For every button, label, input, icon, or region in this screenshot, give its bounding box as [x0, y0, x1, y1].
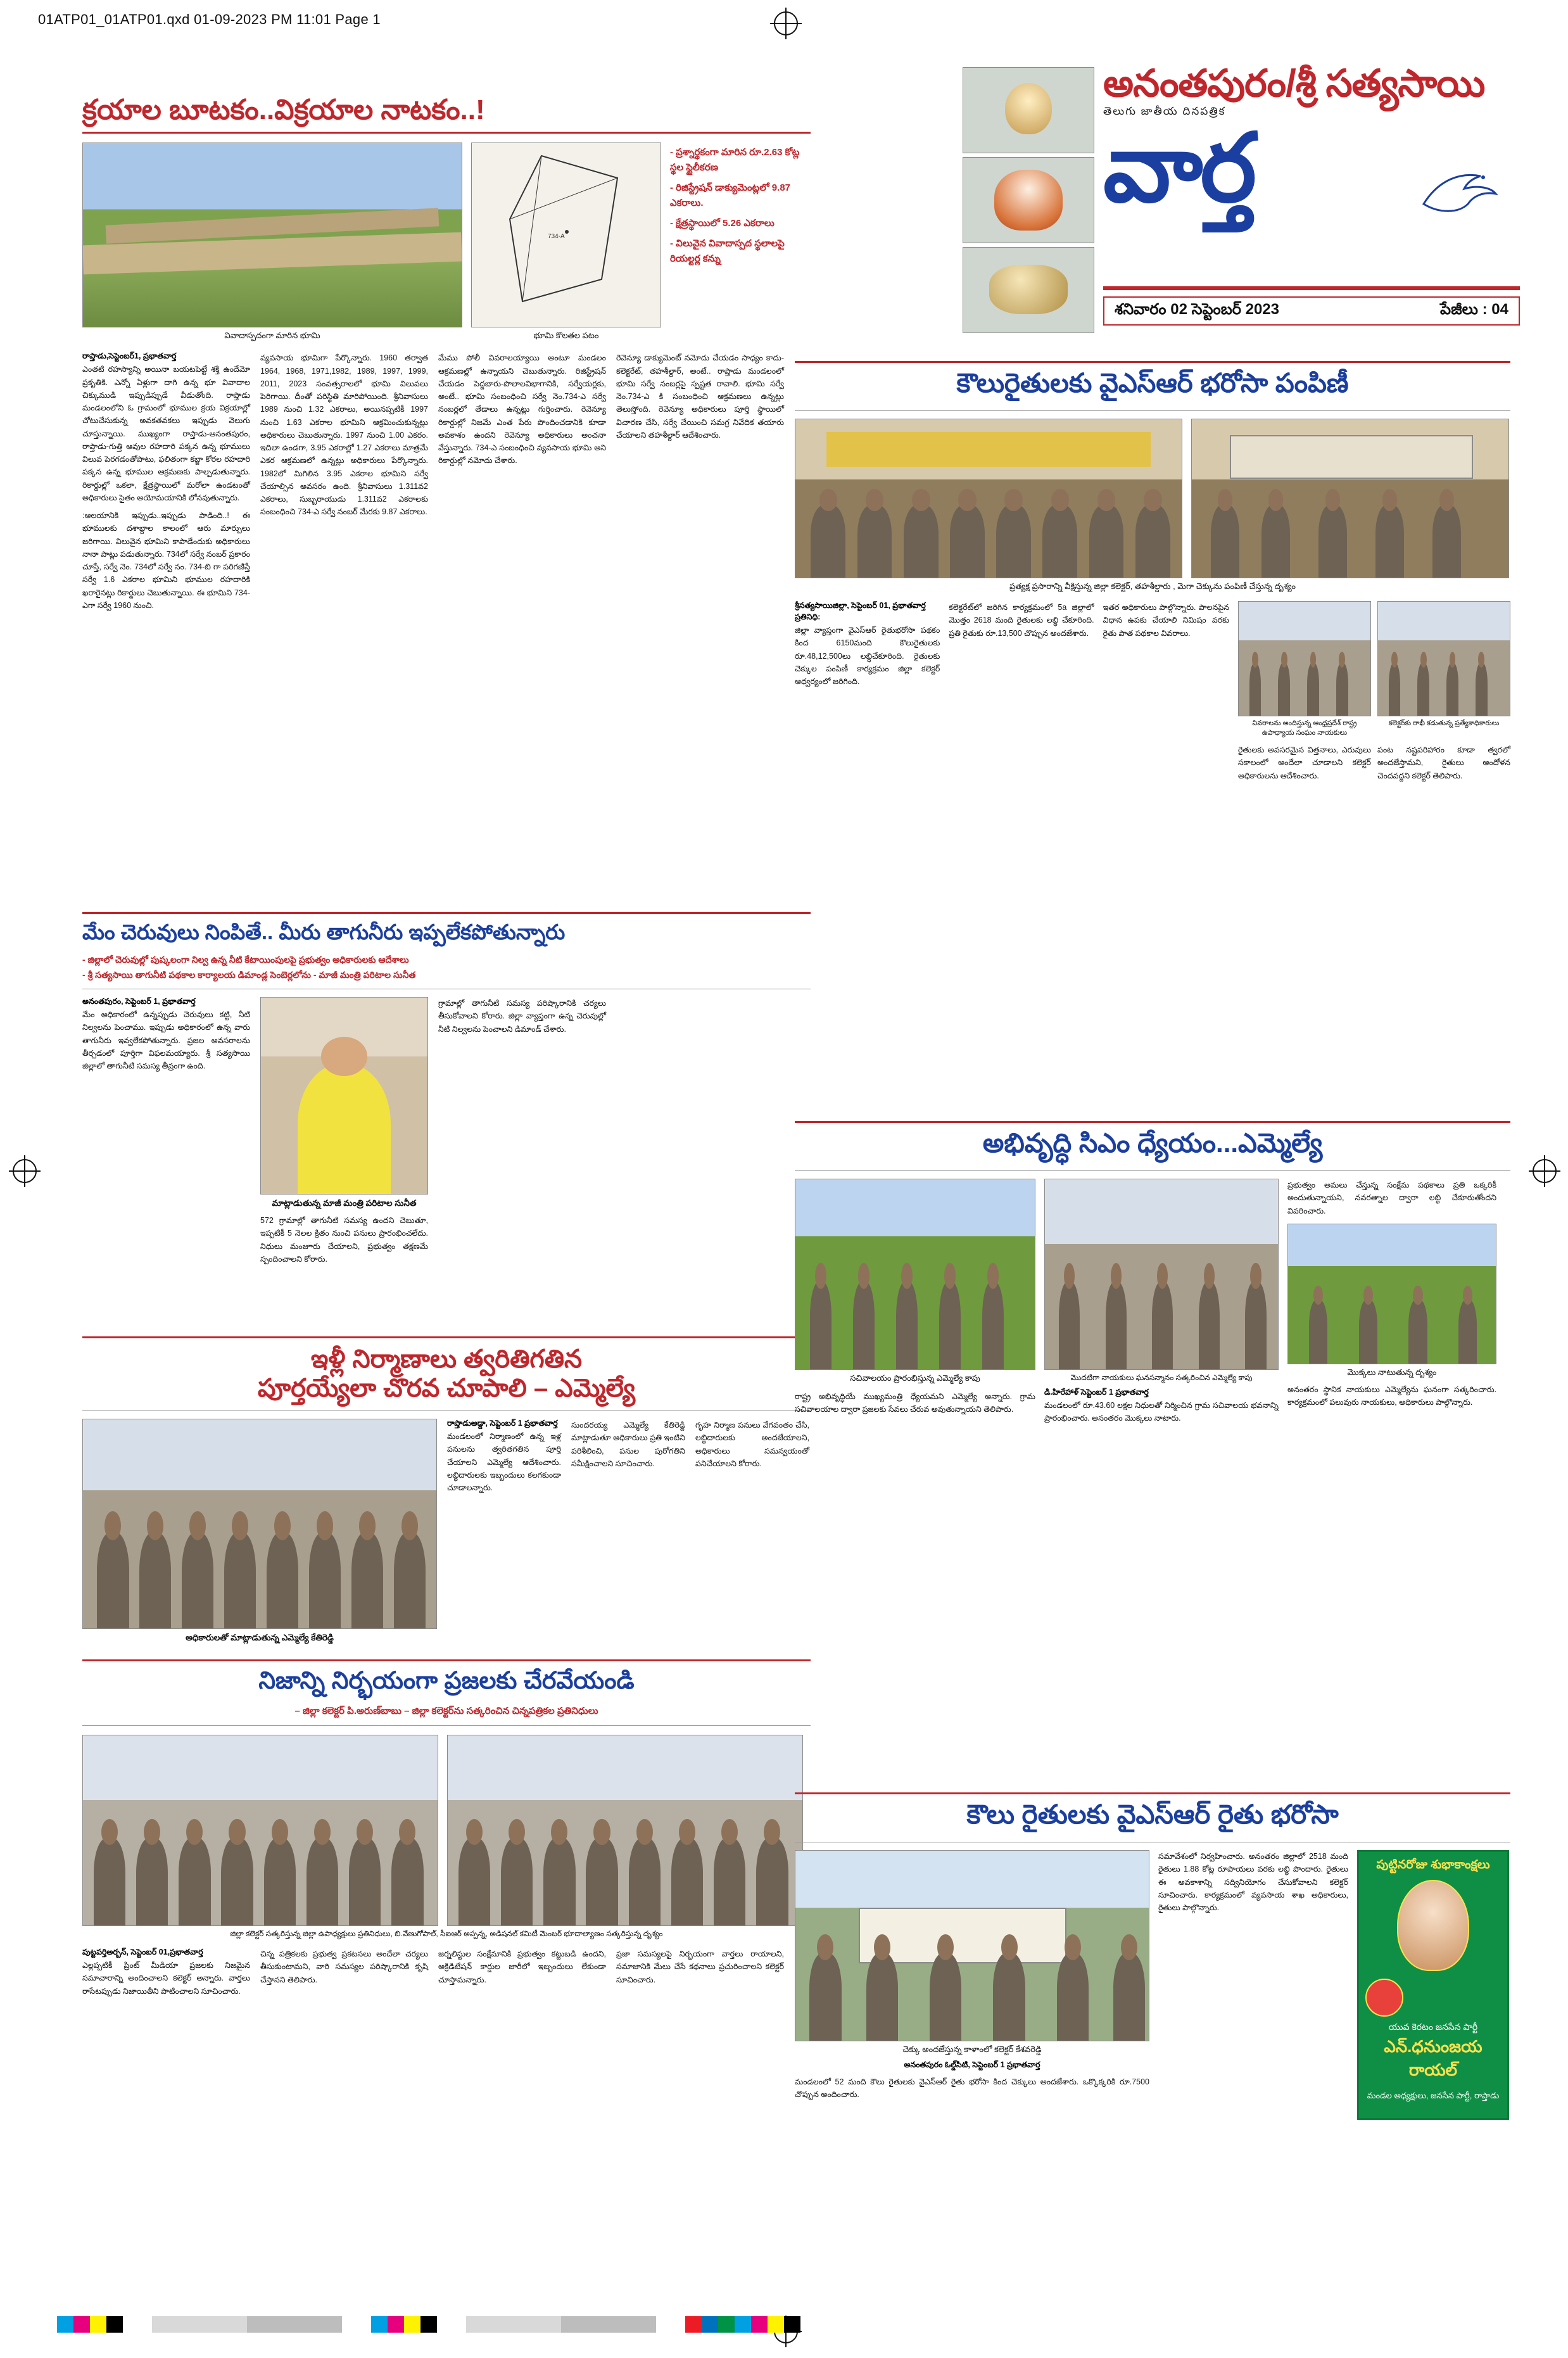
teachers-union-caption: వివరాలను అందిస్తున్న ఆంధ్రప్రదేశ్ రాష్ట్ర ఉపాధ్యాయ సంఘం నాయకులు — [1252, 719, 1357, 737]
land-survey-map — [471, 143, 661, 327]
truth-subhead: – జిల్లా కలెక్టర్ పి.అరుణ్‌బాబు – జిల్లా కలెక్టర్‌ను సత్కరించిన చిన్నపత్రికల ప్రతినిధులు — [294, 1706, 598, 1716]
masthead-title-block — [1103, 62, 1520, 221]
issue-date: శనివారం 02 సెప్టెంబర్ 2023 — [1115, 300, 1280, 318]
masthead-logo-text: వార్త — [1103, 115, 1255, 221]
houses-dateline: రాప్తాడుఅడ్డా, సెప్టెంబర్ 1 ప్రభాతవార్త — [447, 1419, 558, 1428]
water-col-1: మేం అధికారంలో ఉన్నప్పుడు చెరువులు కట్టి, నీటి నిల్వలను పెంచాము. ఇప్పుడు అధికారంలో ఉన్న వారు తాగునీరు ఇవ్వలేకపోతున్నారు. ప్రజల అవసరాలను తీర్చడంలో పూర్తిగా విఫలమయ్యారు. శ్రీ సత్యసాయి జిల్లాలో తాగునీటి సమస్య తీవ్రంగా ఉంది. — [82, 1010, 250, 1070]
ysr-col-4: రైతులకు అవసరమైన విత్తనాలు, ఎరువులు సకాలంలో అందేలా చూడాలని కలెక్టర్ అధికారులను ఆదేశించారు. — [1237, 745, 1371, 780]
cm-dateline: డి.హిరేహాళ్ సెప్టెంబర్ 1 ప్రభాతవార్త — [1044, 1388, 1149, 1397]
lead-bullet-0: - ప్రశ్నార్థకంగా మారిన రూ.2.63 కోట్ల స్థల స్టైలీకరణ — [670, 147, 800, 174]
masthead — [963, 63, 1520, 361]
politician-photo-caption: మాట్లాడుతున్న మాజీ మంత్రి పరిటాల సునీత — [272, 1198, 417, 1208]
lead-col-3: మేము పోలీ వివరాలయ్యాయి అంటూ మండలం ఆక్రమణల్లో ఉన్నాయని చెబుతున్నారు. రిజిస్ట్రేషన్ చేయడం పెద్దబారు-పొలాలవిభాగానికి, సర్వేయర్లకు, అంటే.. భూమి సంబంధించి సర్వే నెం.734-ఎ సర్వే నంబర్లలో తేడాలు ఉన్నట్లు గుర్తించారు. రెవెన్యూ రికార్డుల్లో నిజమే ఎంత పేరు పొందించడానికి కూడా అవకాశం ఉందని రెవెన్యూ అధికారులు అంచనా వేస్తున్నారు. 734-ఎ సంబంధించి వ్యవసాయ భూమి అని రికార్డుల్లో నమోదు చేశారు. — [438, 353, 606, 466]
disputed-land-photo — [82, 143, 462, 327]
temple-photo — [963, 67, 1094, 153]
ysr-photo-caption: ప్రత్యక్ష ప్రసారాన్ని వీక్షిస్తున్న జిల్లా కలెక్టర్, తహశీల్దారు , మెగా చెక్కును పంపిణీ చేస్తున్న దృశ్యం — [1009, 581, 1296, 591]
lead-bullet-2: - క్షేత్రస్థాయిలో 5.26 ఎకరాలు — [670, 218, 775, 229]
felicitation-mla-photo — [1044, 1179, 1279, 1370]
rakhi-photo — [1377, 601, 1510, 716]
truth-headline: నిజాన్ని నిర్భయంగా ప్రజలకు చేరవేయండి — [258, 1668, 635, 1694]
politician-photo — [260, 997, 428, 1195]
masthead-edition: అనంతపురం/శ్రీ సత్యసాయి — [1103, 62, 1485, 105]
rythu-col-1: మండలంలో 52 మంది కౌలు రైతులకు వైఎస్ఆర్ రైతు భరోసా కింద చెక్కులు అందజేశారు. ఒక్కొక్కరికి రూ.7500 చొప్పున అందించారు. — [795, 2077, 1149, 2100]
lead-dateline: రాప్తాడు,సెప్టెంబర్1, ప్రభాతవార్త — [82, 352, 177, 361]
water-sub-1: - జిల్లాలో చెరువుల్లో పుష్కలంగా నిల్వ ఉన్న నీటి కేటాయింపులపై ప్రభుత్వం అధికారులకు ఆదేశాలు — [82, 954, 409, 965]
lead-bullet-3: - విలువైన వివాదాస్పద స్థలాలపై రియల్టర్ల కన్ను — [670, 238, 785, 265]
lead-col-1: ఎంతటి రహస్యాన్ని అయినా బయటపెట్టే శక్తి ఉందేమో ప్రకృతికి. ఎన్నో ఏళ్లుగా దాగి ఉన్న భూ వివాదాల చిక్కుముడి ఇప్పుడిప్పుడే వీడుతోంది. రాప్తాడు మండలంలోని ఓ గ్రామంలో భూముల క్రయ విక్రయాల్లో చోటుచేసుకున్న అవకతవకలు ఇప్పుడు వెలుగు చూస్తున్నాయి. ముఖ్యంగా రాప్తాడు-ఆనంతపురం, రాప్తాడు-గుత్తి ఆవుల రహదారి పక్కన ఉన్న భూములు విలువ పెరగడంతోపాటు, ఫలితంగా కబ్జా కోరల రహదారి పక్కన ఉన్న భూముల ఆక్రమణకు పాల్పడుతున్నారు. రికార్డుల్లో ఒకలా, క్షేత్రస్థాయిలో మరోలా ఉండటంతో అధికారులు సైతం అయోమయానికి లోనవుతున్నారు. — [82, 365, 250, 502]
water-col-2: 572 గ్రామాల్లో తాగునీటి సమస్య ఉందని చెబుతూ, ఇప్పటికీ 5 నెలల క్రితం నుంచి పనులు ప్రారంభించలేదు. నిధులు మంజూరు చేయాలని, ప్రభుత్వం తక్షణమే స్పందించాలని కోరారు. — [260, 1216, 428, 1264]
cm-col-1: రాష్ట్ర అభివృద్ధియే ముఖ్యమంత్రి ధ్యేయమని ఎమ్మెల్యే అన్నారు. గ్రామ సచివాలయాల ద్వారా ప్రజలకు సేవలు చేరువ అవుతున్నాయని తెలిపారు. — [795, 1392, 1035, 1414]
rythu-headline: కౌలు రైతులకు వైఎస్ఆర్ రైతు భరోసా — [966, 1799, 1339, 1829]
houses-col-2: సుందరయ్య ఎమ్మెల్యే కేతిరెడ్డి మాట్లాడుతూ అధికారులు ప్రతి ఇంటిని పరిశీలించి, పనుల పురోగతిని సమీక్షించాలని సూచించారు. — [571, 1421, 685, 1468]
lead-headline: క్రయాల బూటకం..విక్రయాల నాటకం..! — [82, 94, 485, 125]
lead-col-1b: :ఆలయానికి ఇప్పుడు..ఇప్పుడు పాడింది..! ఈ భూములకు దశాబ్దాల కాలంలో ఆరు మార్పులు జరిగాయి. విలువైన భూమిని కాపాడేందుకు అధికారులు నానా పాట్లు పడుతున్నారు. 734లో సర్వే నంబర్ ప్రకారం చూస్తే, సర్వే నెం. 734లో సర్వే నం. 734-బి గా పరిగణిస్తే సర్వే 1.6 ఎకరాల భూమిని భూముల రహదారికి ఖరారైనట్లు రికార్డులు చెబుతున్నాయి. ఈ భూమిని 734-ఎగా సర్వే 1960 నుంచి. — [82, 511, 250, 610]
houses-story — [82, 1336, 811, 1645]
lead-story — [82, 95, 811, 612]
truth-col-2: చిన్న పత్రికలకు ప్రభుత్వ ప్రకటనలు అందేలా చర్యలు తీసుకుంటామని, వారి సమస్యల పరిష్కారానికి కృషి చేస్తానని తెలిపారు. — [260, 1949, 428, 1984]
ad-person-name: ఎన్.ధనుంజయ రాయల్ — [1384, 2037, 1483, 2079]
water-story — [82, 912, 811, 1265]
collector-event-photo — [795, 419, 1182, 578]
rythu-dateline: అనంతపురం ఓల్డ్‌సిటి, సెప్టెంబర్ 1 ప్రభాతవార్త — [904, 2060, 1040, 2069]
water-dateline: అనంతపురం, సెప్టెంబర్ 1, ప్రభాతవార్త — [82, 997, 196, 1006]
lead-col-2: వ్యవసాయ భూమిగా పేర్కొన్నారు. 1960 తర్వాత 1964, 1968, 1971,1982, 1989, 1997, 1999, 2011, 2023 సంవత్సరాలలో భూమి విలువలు పెరిగాయి. దీంతో పరిస్థితి మారిపోయింది. శ్రీనివాసులు 1989 నుంచి 1.32 ఎకరాలు, అయినప్పటికీ 1997 నుంచి 1.63 ఎకరాల భూమిని ఆక్రమించుకున్నట్లు అధికారులు చెబుతున్నారు. 1997 నుంచి 1.00 ఎకరం. ఇదిలా ఉండగా, 3.95 ఎకరాల్లో 1.27 ఎకరాలు మాత్రమే ఎకర ఆక్రమణలో ఉన్నట్లు అధికారులు పేర్కొన్నారు. 1982లో మిగిలిన 3.95 ఎకరాల భూమిని సర్వే చేయాల్సిన అవసరం ఉంది. శ్రీనివాసులు 1.311వ2 ఎకరాలు, సుబ్బరాయుడు 1.311వ2 ఎకరాలకు సంబంధించి 734-ఎ సర్వే నంబర్ మేరకు 9.87 ఎకరాలు. — [260, 353, 428, 517]
houses-col-3: గృహ నిర్మాణ పనులు వేగవంతం చేసి, లబ్ధిదారులకు అందజేయాలని, అధికారులు సమన్వయంతో పనిచేయాలని కోరారు. — [695, 1421, 809, 1468]
ysr-col-1: జిల్లా వ్యాప్తంగా వైఎస్ఆర్ రైతుభరోసా పథకం కింద 6150మంది కౌలురైతులకు రూ.48,12,500లు లబ్ధిచేకూరింది. రైతులకు చెక్కుల పంపిణీ కార్యక్రమం జిల్లా కలెక్టర్ ఆధ్వర్యంలో జరిగింది. — [795, 626, 940, 686]
ad-greeting: పుట్టిన‌రోజు శుభాకాంక్షలు — [1376, 1858, 1490, 1872]
water-headline: మేం చెరువులు నింపితే.. మీరు తాగునీరు ఇప్పలేకపోతున్నారు — [82, 920, 566, 944]
svg-text:734-A: 734-A — [548, 233, 565, 241]
masthead-photo-strip — [963, 67, 1094, 333]
ysr-col-5: పంట నష్టపరిహారం కూడా త్వరలో అందజేస్తామని, రైతులు ఆందోళన చెందవద్దని కలెక్టర్ తెలిపారు. — [1377, 745, 1510, 780]
houses-photo-caption: అధికారులతో మాట్లాడుతున్న ఎమ్మెల్యే కేతిరెడ్డి — [186, 1633, 334, 1642]
sai-baba-photo — [963, 157, 1094, 243]
sapling-planting-photo — [1287, 1224, 1496, 1364]
survey-sketch — [472, 143, 661, 327]
dove-icon — [1417, 160, 1500, 223]
cm-development-story — [795, 1121, 1510, 1425]
masthead-info-bar — [1103, 296, 1520, 326]
ysr-bharosa-story — [795, 361, 1510, 782]
masthead-tagline: తెలుగు జాతీయ దినపత్రిక — [1103, 105, 1226, 117]
print-color-bar — [57, 2316, 1514, 2333]
lead-bullet-1: - రిజిస్ట్రేషన్ డాక్యుమెంట్లలో 9.87 ఎకరాలు. — [670, 182, 791, 209]
lead-photo-caption: వివాదాస్పదంగా మారిన భూమి — [224, 331, 320, 341]
truth-dateline: పుట్టపర్తిఅర్బన్, సెప్టెంబర్ 01,ప్రభాతవార్త — [82, 1948, 203, 1956]
felicitation-photo-left — [82, 1735, 438, 1926]
birthday-advertisement — [1357, 1850, 1509, 2120]
ad-person-designation: మండల అధ్యక్షులు, జనసేన పార్టీ, రాప్తాడు — [1367, 2091, 1500, 2100]
lead-col-4: రెవెన్యూ డాక్యుమెంట్ నమోదు చేయడం సాధ్యం కాదు-కలెక్టరేట్, తహశీల్దార్, అంటే.. రాప్తాడు మండలంలో భూమి సర్వే నంబర్లపై స్పష్టత రావాలి. భూమి సర్వే నెం.734-ఎ కి సంబంధించి ఆక్రమణలు ఉన్నట్లు తెలుస్తోంది. రెవెన్యూ అధికారులు పూర్తి స్థాయిలో విచారణ చేసి, సర్వే చేయించి సమగ్ర నివేదిక తయారు చేయాలని తహశీల్దార్ ఆదేశించారు. — [616, 353, 784, 440]
deity-photo — [963, 247, 1094, 333]
inauguration-caption: సచివాలయం ప్రారంభిస్తున్న ఎమ్మెల్యే కాపు — [850, 1373, 980, 1383]
page-count: పేజీలు : 04 — [1440, 300, 1508, 318]
truth-col-1: ఎల్లప్పటికీ ప్రింట్ మీడియా ప్రజలకు నిజమైన సమాచారాన్ని అందించాలని కలెక్టర్ అన్నారు. వార్తలు రాసేటప్పుడు నిజాయితీని పాటించాలని సూచించారు. — [82, 1961, 250, 1996]
party-logo-icon — [1365, 1979, 1403, 2017]
water-col-3: గ్రామాల్లో తాగునీటి సమస్య పరిష్కారానికి చర్యలు తీసుకోవాలని కోరారు. జిల్లా వ్యాప్తంగా ఉన్న చెరువుల్లో నీటి నిల్వలను పెంచాలని డిమాండ్ చేశారు. — [438, 999, 606, 1034]
truth-story — [82, 1659, 811, 1998]
truth-photo-caption: జిల్లా కలెక్టర్ సత్కరిస్తున్న జిల్లా ఉపాధ్యక్షులు ప్రతినిధులు, బి.వేణుగోపాల్, సీఐఆర్ అప్పన్న, అడిషనల్ కమిటీ మెంబర్ భూదాల్యాణం సత్కరిస్తున్న దృశ్యం — [230, 1929, 663, 1938]
truth-col-4: ప్రజా సమస్యలపై నిర్భయంగా వార్తలు రాయాలని, సమాజానికి మేలు చేసే కథనాలు ప్రచురించాలని కలెక్టర్ సూచించారు. — [616, 1949, 784, 1984]
ad-tagline: యువ కెరటం జనసేన పార్టీ — [1388, 2022, 1478, 2032]
cm-headline: అభివృద్ధి సిఎం ధ్యేయం...ఎమ్మెల్యే — [982, 1128, 1323, 1158]
cm-col-2: మండలంలో రూ.43.60 లక్షల నిధులతో నిర్మించిన గ్రామ సచివాలయ భవనాన్ని ప్రారంభించారు. అనంతరం మొక్కలు నాటారు. — [1044, 1401, 1279, 1423]
water-sub-2: - శ్రీ సత్యసాయి తాగునీటి పథకాల కార్యాలయ డిమాండ్ల సెంబెర్లలోను - మాజీ మంత్రి పరిటాల సునీత — [82, 970, 416, 980]
cheque-distribution-photo — [795, 1850, 1149, 2041]
rythu-col-2: సమావేశంలో నిర్వహించారు. అనంతరం జిల్లాలో 2518 మంది రైతులు 1.88 కోట్ల రూపాయలు వరకు లబ్ధి పొందారు. రైతులు ఈ అవకాశాన్ని సద్వినియోగం చేసుకోవాలని కలెక్టర్ సూచించారు. కార్యక్రమంలో వ్యవసాయ శాఖ అధికారులు, రైతులు పాల్గొన్నారు. — [1158, 1852, 1348, 1912]
officials-meeting-photo — [82, 1419, 437, 1629]
houses-headline-line1: ఇళ్లీ నిర్మాణాలు త్వరితిగతిన — [310, 1345, 583, 1373]
cheque-photo-caption: చెక్కు అందజేస్తున్న కాళాంలో కలెక్టర్ కేశవరెడ్డి — [902, 2044, 1042, 2054]
map-caption: భూమి కొలతల పటం — [533, 331, 599, 341]
ysr-col-2: కలెక్టరేట్‌లో జరిగిన కార్యక్రమంలో 5a జిల్లాలో మొత్తం 2618 మంది రైతులకు లబ్ధి చేకూరింది. ప్రతి రైతుకు రూ.13,500 చొప్పున అందజేశారు. — [949, 603, 1094, 638]
ysr-dateline: శ్రీసత్యసాయిజిల్లా, సెప్టెంబర్ 01, ప్రభాతవార్త ప్రతినిధి: — [795, 601, 926, 621]
ad-portrait — [1397, 1880, 1469, 1971]
masthead-rule — [1103, 286, 1520, 290]
houses-headline-line2: పూర్తయ్యేలా చొరవ చూపాలి – ఎమ్మెల్యే — [257, 1374, 636, 1402]
ysr-rythu-bharosa-story — [795, 1792, 1510, 2120]
cm-col-3: ప్రభుత్వం అమలు చేస్తున్న సంక్షేమ పథకాలు ప్రతి ఒక్కరికీ అందుతున్నాయని, నవరత్నాల ద్వారా లబ్ధి చేకూరుతోందని వివరించారు. — [1287, 1181, 1496, 1215]
registration-mark-top — [774, 11, 798, 35]
ysr-col-3: ఇతర అధికారులు పాల్గొన్నారు. పాలనపైన విధాన ఉపకు చేయాలి నిమిషం వరకు రైతు పాత పథకాల వివరాలు. — [1103, 603, 1229, 638]
print-slugline: 01ATP01_01ATP01.qxd 01-09-2023 PM 11:01 Page 1 — [38, 11, 381, 27]
houses-col-1: మండలంలో నిర్మాణంలో ఉన్న ఇళ్ల పనులను త్వరితగతిన పూర్తి చేయాలని ఎమ్మెల్యే ఆదేశించారు. లబ్ధిదారులకు ఇబ్బందులు కలగకుండా చూడాలన్నారు. — [447, 1432, 561, 1492]
rakhi-caption: కలెక్టర్‌కు రాఖీ కడుతున్న ప్రత్యేకాధికారులు — [1388, 719, 1500, 727]
cm-col-4: అనంతరం స్థానిక నాయకులు ఎమ్మెల్యేను ఘనంగా సత్కరించారు. కార్యక్రమంలో పలువురు నాయకులు, అధికారులు పాల్గొన్నారు. — [1287, 1385, 1496, 1407]
inauguration-photo — [795, 1179, 1035, 1370]
ysr-headline: కౌలురైతులకు వైఎస్ఆర్ భరోసా పంపిణీ — [956, 368, 1349, 398]
registration-mark-right — [1533, 1159, 1557, 1183]
teachers-union-photo — [1238, 601, 1371, 716]
felicitation-mla-caption: మొదటిగా నాయకులు ఘనసన్మానం సత్కరించిన ఎమ్మెల్యే కాపు — [1070, 1373, 1253, 1382]
mega-cheque-photo — [1191, 419, 1509, 578]
registration-mark-left — [13, 1159, 37, 1183]
felicitation-photo-right — [447, 1735, 803, 1926]
truth-col-3: జర్నలిస్టుల సంక్షేమానికి ప్రభుత్వం కట్టుబడి ఉందని, అక్రిడిటేషన్ కార్డుల జారీలో ఇబ్బందులు లేకుండా చూస్తామన్నారు. — [438, 1949, 606, 1984]
sapling-caption: మొక్కలు నాటుతున్న దృశ్యం — [1347, 1367, 1437, 1377]
